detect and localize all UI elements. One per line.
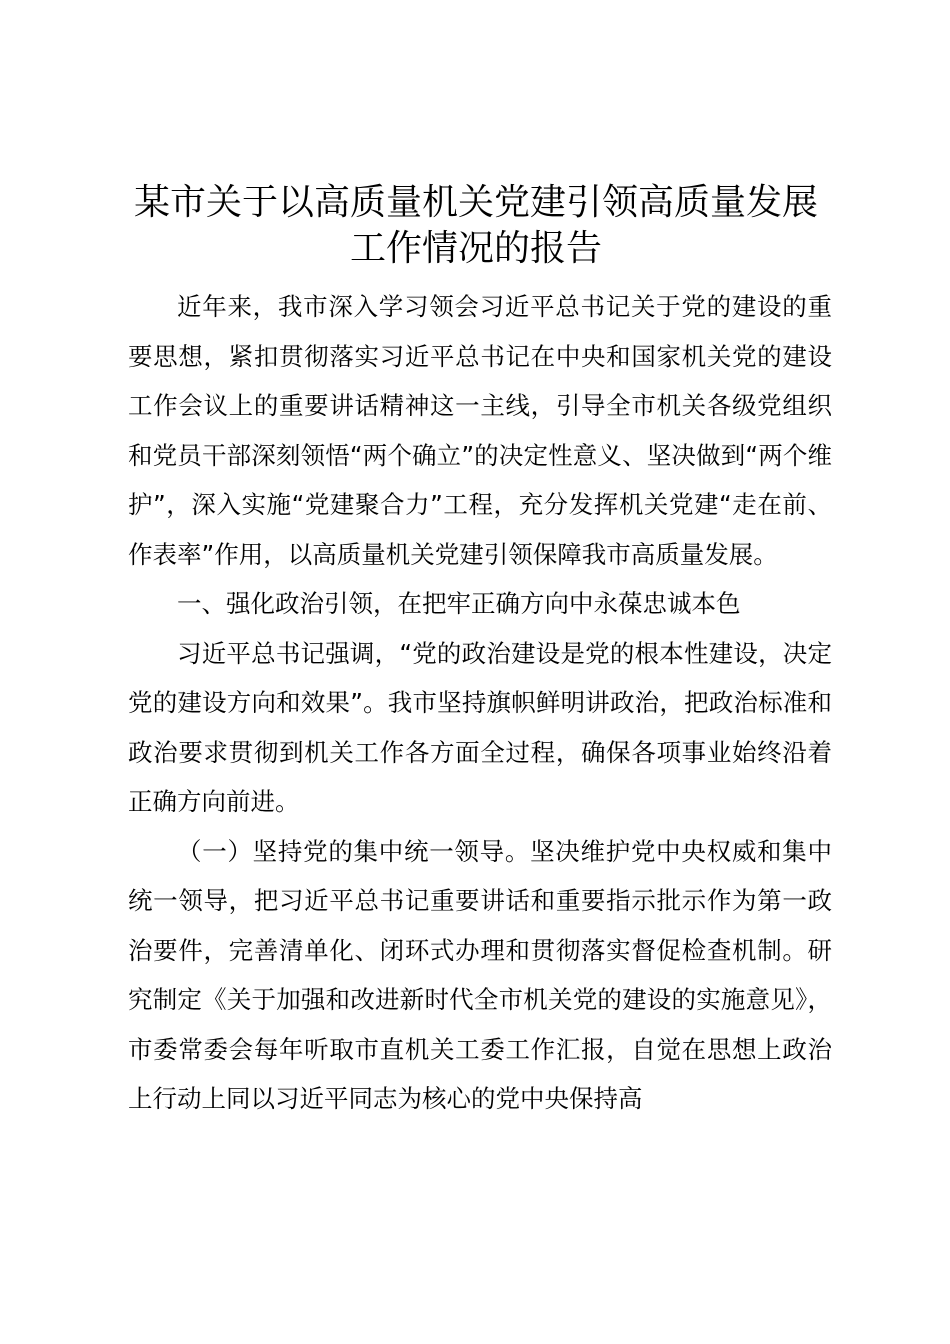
subsection-paragraph: （一）坚持党的集中统一领导。坚决维护党中央权威和集中统一领导，把习近平总书记重要讲话和重要指示批示作为第一政治要件，完善清单化、闭环式办理和贯彻落实督促检查机制。研究制定《关于加强和改进新时代全市机关党的建设的实施意见》，市委常委会每年听取市直机关工委工作汇报，自觉在思想上政治上行动上同以习近平同志为核心的党中央保持高 (128, 836, 832, 1113)
section-paragraph: 习近平总书记强调，“党的政治建设是党的根本性建设，决定党的建设方向和效果”。我市坚持旗帜鲜明讲政治，把政治标准和政治要求贯彻到机关工作各方面全过程，确保各项事业始终沿着正确方向前进。 (128, 638, 832, 816)
document-body (128, 282, 832, 1124)
document-title: 某市关于以高质量机关党建引领高质量发展工作情况的报告 (133, 182, 818, 269)
section-heading: 一、强化政治引领，在把牢正确方向中永葆忠诚本色 (177, 589, 741, 618)
intro-paragraph: 近年来，我市深入学习领会习近平总书记关于党的建设的重要思想，紧扣贯彻落实习近平总书记在中央和国家机关党的建设工作会议上的重要讲话精神这一主线，引导全市机关各级党组织和党员干部深刻领悟“两个确立”的决定性意义、坚决做到“两个维护”，深入实施“党建聚合力”工程，充分发挥机关党建“走在前、作表率”作用，以高质量机关党建引领保障我市高质量发展。 (128, 292, 832, 569)
